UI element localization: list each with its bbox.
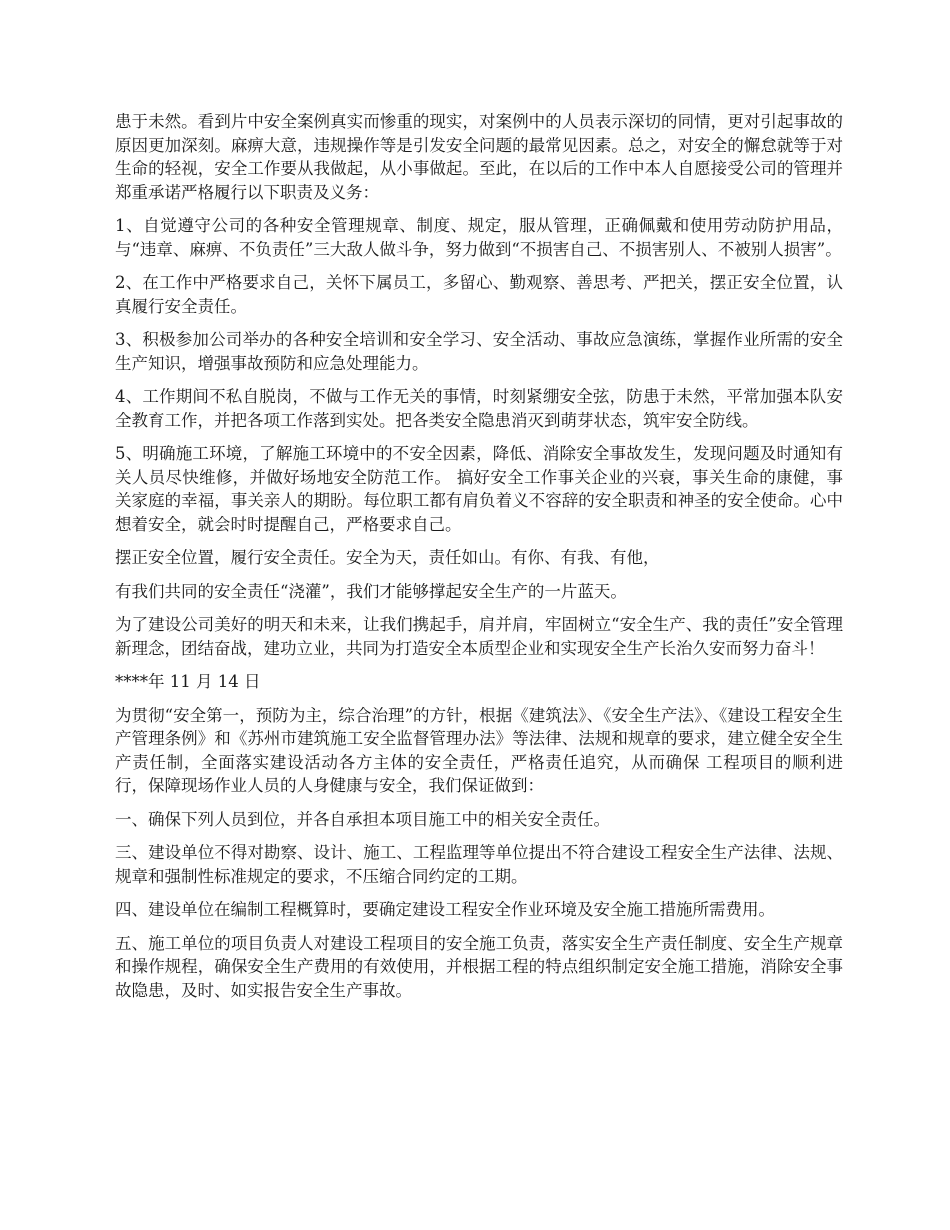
paragraph-closing-call: 为了建设公司美好的明天和未来，让我们携起手，肩并肩，牢固树立“安全生产、我的责任”安全管理新理念，团结奋战，建功立业，共同为打造安全本质型企业和实现安全生产长治久安而努力奋斗！ xyxy=(115,615,843,658)
paragraph-item-one: 一、确保下列人员到位，并各自承担本项目施工中的相关安全责任。 xyxy=(115,809,610,829)
paragraph-policy-intro: 为贯彻“安全第一，预防为主，综合治理”的方针，根据《建筑法》、《安全生产法》、《建设工程安全生产管理条例》和《苏州市建筑施工安全监督管理办法》等法律、法规和规章的要求，建立健全安全生产责任制，全面落实建设活动各方主体的安全责任，严格责任追究，从而确保 工程项目的顺利进行，保障现场作业人员的人身健康与安全，我们保证做到： xyxy=(115,705,843,795)
paragraph-shared-responsibility: 有我们共同的安全责任“浇灌”，我们才能够撑起安全生产的一片蓝天。 xyxy=(115,581,627,601)
paragraph-duty-3: 3、积极参加公司举办的各种安全培训和安全学习、安全活动、事故应急演练，掌握作业所需的安全生产知识，增强事故预防和应急处理能力。 xyxy=(115,330,843,373)
paragraph-duty-2: 2、在工作中严格要求自己，关怀下属员工，多留心、勤观察、善思考、严把关，摆正安全位置，认真履行安全责任。 xyxy=(115,273,843,316)
paragraph-duty-4: 4、工作期间不私自脱岗，不做与工作无关的事情，时刻紧绷安全弦，防患于未然，平常加强本队安全教育工作，并把各项工作落到实处。把各类安全隐患消灭到萌芽状态，筑牢安全防线。 xyxy=(115,387,843,430)
paragraph-duty-1: 1、自觉遵守公司的各种安全管理规章、制度、规定，服从管理，正确佩戴和使用劳动防护用品，与“违章、麻痹、不负责任”三大敌人做斗争，努力做到“不损害自己、不损害别人、不被别人损害”。 xyxy=(115,216,843,259)
paragraph-item-three: 三、建设单位不得对勘察、设计、施工、工程监理等单位提出不符合建设工程安全生产法律、法规、规章和强制性标准规定的要求，不压缩合同约定的工期。 xyxy=(115,843,843,886)
paragraph-item-five: 五、施工单位的项目负责人对建设工程项目的安全施工负责，落实安全生产责任制度、安全生产规章和操作规程，确保安全生产费用的有效使用，并根据工程的特点组织制定安全施工措施，消除安全事故隐患，及时、如实报告安全生产事故。 xyxy=(115,933,843,1000)
paragraph-duty-5: 5、明确施工环境，了解施工环境中的不安全因素，降低、消除安全事故发生，发现问题及时通知有关人员尽快维修，并做好场地安全防范工作。 搞好安全工作事关企业的兴衰，事关生命的康健，事关家庭的幸福，事关亲人的期盼。每位职工都有肩负着义不容辞的安全职责和神圣的安全使命。心中想着安全，就会时时提醒自己，严格要求自己。 xyxy=(115,444,843,534)
date-line: ****年 11 月 14 日 xyxy=(115,672,261,691)
paragraph-safety-position: 摆正安全位置，履行安全责任。安全为天，责任如山。有你、有我、有他， xyxy=(115,548,660,567)
document-body xyxy=(115,110,843,1012)
paragraph-intro: 患于未然。看到片中安全案例真实而惨重的现实，对案例中的人员表示深切的同情，更对引起事故的原因更加深刻。麻痹大意，违规操作等是引发安全问题的最常见因素。总之，对安全的懈怠就等于对生命的轻视，安全工作要从我做起，从小事做起。至此，在以后的工作中本人自愿接受公司的管理并郑重承诺严格履行以下职责及义务： xyxy=(115,112,843,202)
paragraph-item-four: 四、建设单位在编制工程概算时，要确定建设工程安全作业环境及安全施工措施所需费用。 xyxy=(115,900,775,919)
